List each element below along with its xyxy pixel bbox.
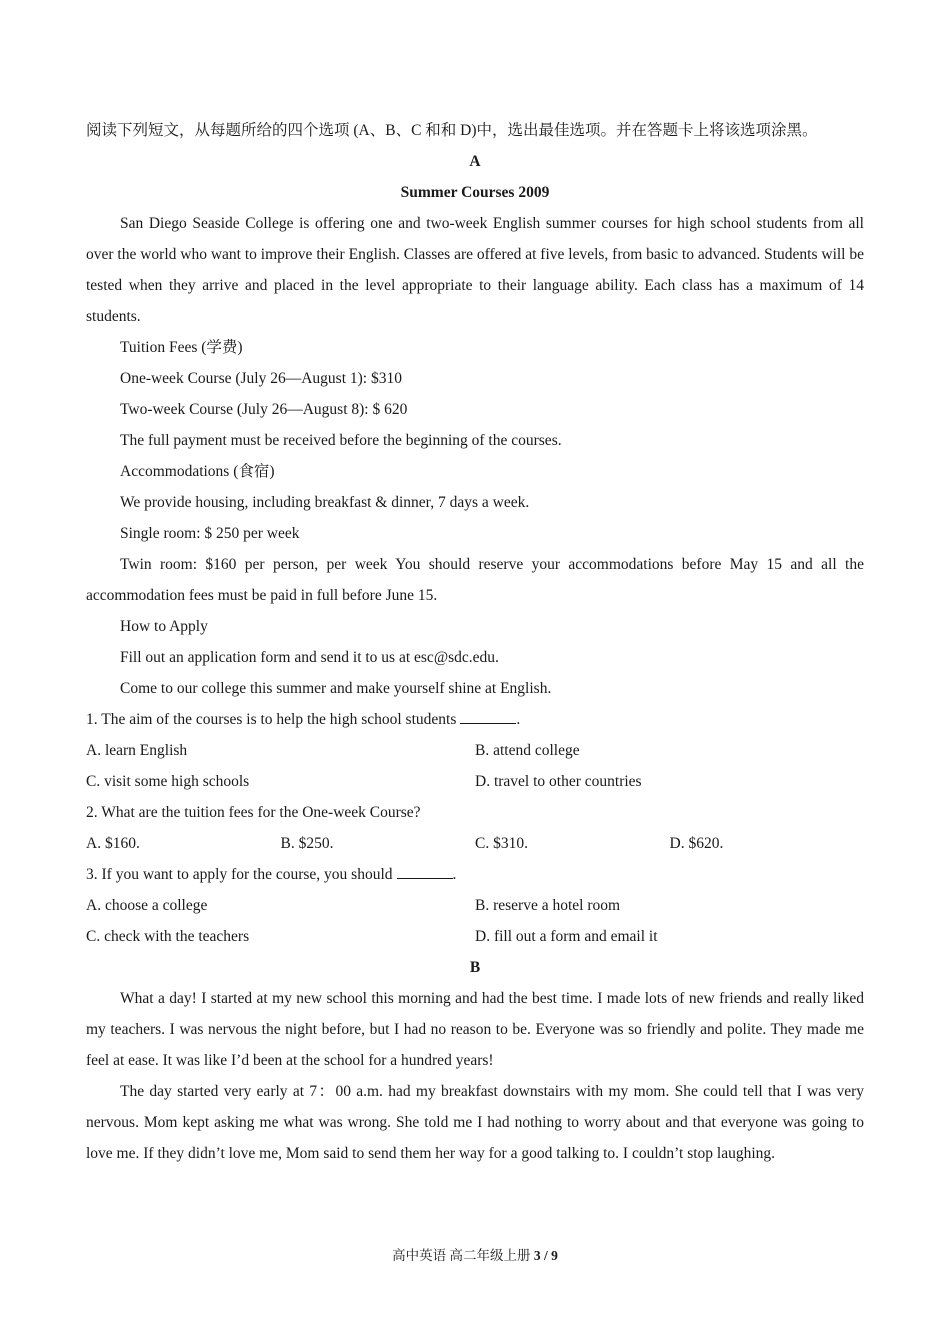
question-1-end: . bbox=[516, 711, 521, 728]
question-3-options-row-1 bbox=[86, 890, 864, 921]
option-d: D. $620. bbox=[669, 835, 724, 852]
question-3-options-row-2 bbox=[86, 921, 864, 952]
accommodations-heading: Accommodations (食宿) bbox=[120, 463, 275, 480]
option-a: A. choose a college bbox=[86, 897, 208, 914]
option-c: C. check with the teachers bbox=[86, 928, 250, 945]
instruction: 阅读下列短文，从每题所给的四个选项 (A、B、C 和和 D)中，选出最佳选项。并在答题卡上将该选项涂黑。 bbox=[86, 122, 818, 139]
option-c: C. $310. bbox=[475, 835, 528, 852]
option-d: D. fill out a form and email it bbox=[475, 928, 658, 945]
passage-title: Summer Courses 2009 bbox=[400, 184, 550, 201]
single-room: Single room: $ 250 per week bbox=[120, 525, 300, 542]
question-3-end: . bbox=[452, 866, 457, 883]
footer-label: 高中英语 高二年级上册 bbox=[392, 1248, 531, 1263]
tuition-heading: Tuition Fees (学费) bbox=[120, 339, 243, 356]
document-page bbox=[86, 115, 864, 1169]
page-total: 9 bbox=[551, 1248, 558, 1263]
page-footer bbox=[0, 1244, 950, 1264]
question-1-stem: 1. The aim of the courses is to help the high school students bbox=[86, 711, 457, 728]
section-a-label: A bbox=[469, 153, 481, 170]
apply-text: Fill out an application form and send it to us at esc@sdc.edu. bbox=[120, 649, 499, 666]
answer-blank bbox=[460, 705, 516, 724]
question-2-options bbox=[86, 828, 864, 859]
question-1 bbox=[86, 704, 864, 735]
closing-line: Come to our college this summer and make yourself shine at English. bbox=[120, 680, 552, 697]
apply-heading: How to Apply bbox=[120, 618, 208, 635]
option-a: A. $160. bbox=[86, 835, 140, 852]
payment-note: The full payment must be received before the beginning of the courses. bbox=[120, 432, 562, 449]
answer-blank bbox=[397, 860, 453, 879]
passage-b-paragraph-2: The day started very early at 7：00 a.m. had my breakfast downstairs with my mom. She could tell that I was very nervous. Mom kept asking me what was wrong. She told me I had nothing to worry about and that everyone was going to love me. If they didn’t love me, Mom said to send them her way for a good talking to. I couldn’t stop laughing. bbox=[86, 1083, 864, 1162]
question-2: 2. What are the tuition fees for the One-week Course? bbox=[86, 804, 421, 821]
housing-note: We provide housing, including breakfast & dinner, 7 days a week. bbox=[120, 494, 530, 511]
question-3 bbox=[86, 859, 864, 890]
option-c: C. visit some high schools bbox=[86, 773, 250, 790]
passage-intro: San Diego Seaside College is offering one and two-week English summer courses for high school students from all over the world who want to improve their English. Classes are offered at five levels, from basic to advanced. Students will be tested when they arrive and placed in the level appropriate to their language ability. Each class has a maximum of 14 students. bbox=[86, 215, 864, 325]
section-b-label: B bbox=[469, 959, 481, 976]
question-1-options-row-2 bbox=[86, 766, 864, 797]
option-b: B. $250. bbox=[280, 835, 334, 852]
one-week-fee: One-week Course (July 26—August 1): $310 bbox=[120, 370, 402, 387]
page-separator: / bbox=[543, 1248, 548, 1263]
option-b: B. reserve a hotel room bbox=[475, 897, 621, 914]
option-b: B. attend college bbox=[475, 742, 580, 759]
question-3-stem: 3. If you want to apply for the course, you should bbox=[86, 866, 393, 883]
twin-room: Twin room: $160 per person, per week You should reserve your accommodations before May 15 and all the accommodation fees must be paid in full before June 15. bbox=[86, 556, 864, 604]
question-1-options-row-1 bbox=[86, 735, 864, 766]
passage-b-paragraph-1: What a day! I started at my new school this morning and had the best time. I made lots of new friends and really liked my teachers. I was nervous the night before, but I had no reason to be. Everyone was so friendly and polite. They made me feel at ease. It was like I’d been at the school for a hundred years! bbox=[86, 990, 864, 1069]
option-d: D. travel to other countries bbox=[475, 773, 642, 790]
two-week-fee: Two-week Course (July 26—August 8): $ 620 bbox=[120, 401, 408, 418]
option-a: A. learn English bbox=[86, 742, 188, 759]
page-number: 3 bbox=[533, 1248, 541, 1263]
